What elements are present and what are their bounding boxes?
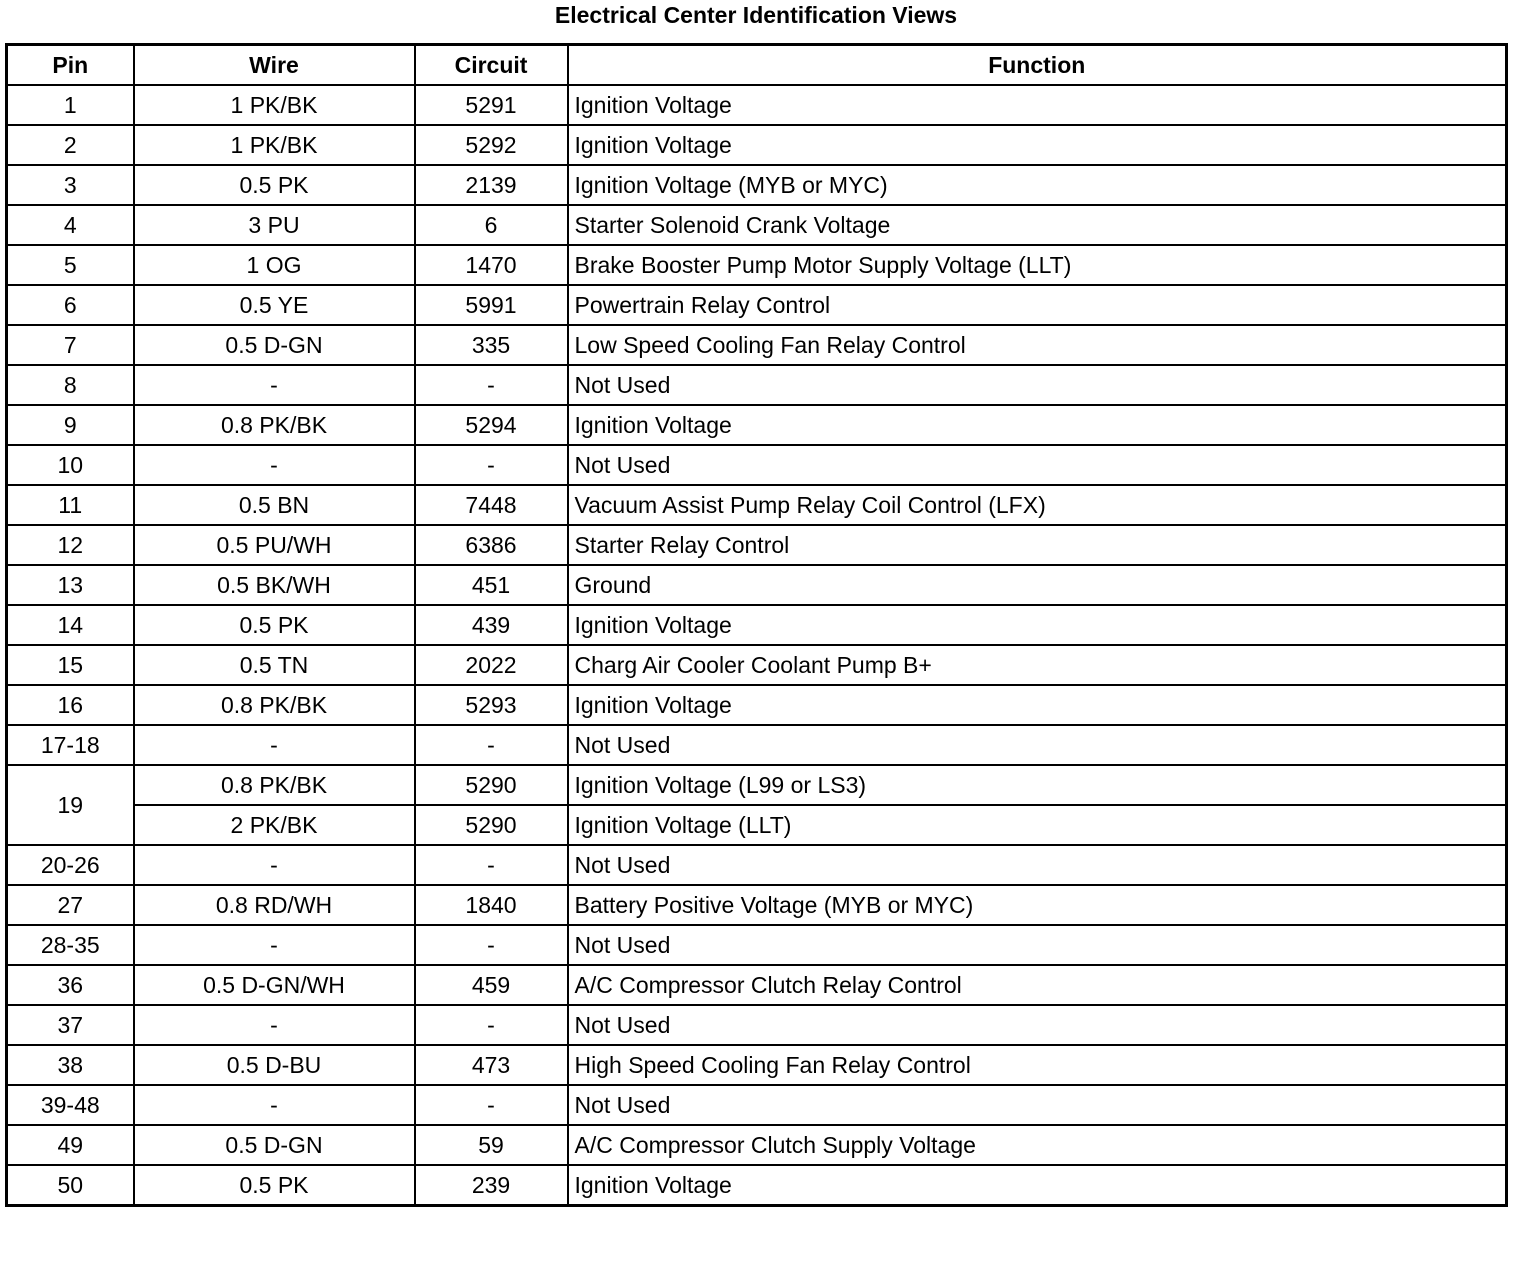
pin-cell: 37 — [7, 1005, 134, 1045]
header-function: Function — [568, 45, 1507, 86]
circuit-cell: - — [415, 1085, 568, 1125]
wire-cell: 0.5 D-GN — [134, 1125, 415, 1165]
pin-cell: 27 — [7, 885, 134, 925]
wire-cell: 0.5 D-BU — [134, 1045, 415, 1085]
table-row — [7, 245, 1507, 285]
circuit-cell: 2022 — [415, 645, 568, 685]
table-row — [7, 805, 1507, 845]
table-row — [7, 525, 1507, 565]
circuit-cell: 5291 — [415, 85, 568, 125]
header-row — [7, 45, 1507, 86]
header-circuit: Circuit — [415, 45, 568, 86]
pin-cell: 38 — [7, 1045, 134, 1085]
wire-cell: 3 PU — [134, 205, 415, 245]
circuit-cell: 5991 — [415, 285, 568, 325]
function-cell: Ground — [568, 565, 1507, 605]
wire-cell: - — [134, 925, 415, 965]
circuit-cell: 5293 — [415, 685, 568, 725]
function-cell: Brake Booster Pump Motor Supply Voltage (LLT) — [568, 245, 1507, 285]
function-cell: Ignition Voltage (LLT) — [568, 805, 1507, 845]
circuit-cell: 59 — [415, 1125, 568, 1165]
circuit-cell: - — [415, 1005, 568, 1045]
table-row — [7, 165, 1507, 205]
wire-cell: 0.5 PU/WH — [134, 525, 415, 565]
table-row — [7, 365, 1507, 405]
wire-cell: - — [134, 1085, 415, 1125]
table-row — [7, 645, 1507, 685]
function-cell: Ignition Voltage (MYB or MYC) — [568, 165, 1507, 205]
circuit-cell: 2139 — [415, 165, 568, 205]
pin-cell: 19 — [7, 765, 134, 845]
function-cell: High Speed Cooling Fan Relay Control — [568, 1045, 1507, 1085]
pin-cell: 12 — [7, 525, 134, 565]
function-cell: Not Used — [568, 845, 1507, 885]
table-row — [7, 325, 1507, 365]
page-title: Electrical Center Identification Views — [554, 2, 958, 28]
table-row — [7, 405, 1507, 445]
circuit-cell: 239 — [415, 1165, 568, 1206]
header-wire: Wire — [134, 45, 415, 86]
wire-cell: - — [134, 1005, 415, 1045]
function-cell: Ignition Voltage — [568, 605, 1507, 645]
circuit-cell: 439 — [415, 605, 568, 645]
wire-cell: 0.5 D-GN — [134, 325, 415, 365]
header-pin: Pin — [7, 45, 134, 86]
pin-cell: 9 — [7, 405, 134, 445]
circuit-cell: - — [415, 725, 568, 765]
table-row — [7, 1005, 1507, 1045]
function-cell: Not Used — [568, 1005, 1507, 1045]
pin-cell: 49 — [7, 1125, 134, 1165]
wire-cell: 0.5 PK — [134, 1165, 415, 1206]
wire-cell: - — [134, 725, 415, 765]
function-cell: Not Used — [568, 725, 1507, 765]
wire-cell: - — [134, 365, 415, 405]
wire-cell: 1 OG — [134, 245, 415, 285]
function-cell: Ignition Voltage — [568, 405, 1507, 445]
table-row — [7, 605, 1507, 645]
function-cell: A/C Compressor Clutch Supply Voltage — [568, 1125, 1507, 1165]
table-row — [7, 285, 1507, 325]
wire-cell: 0.5 D-GN/WH — [134, 965, 415, 1005]
table-row — [7, 85, 1507, 125]
function-cell: Vacuum Assist Pump Relay Coil Control (LFX) — [568, 485, 1507, 525]
circuit-cell: 473 — [415, 1045, 568, 1085]
function-cell: Starter Solenoid Crank Voltage — [568, 205, 1507, 245]
pin-cell: 14 — [7, 605, 134, 645]
circuit-cell: 5294 — [415, 405, 568, 445]
table-row — [7, 1125, 1507, 1165]
pin-cell: 1 — [7, 85, 134, 125]
wire-cell: 0.5 TN — [134, 645, 415, 685]
pin-cell: 15 — [7, 645, 134, 685]
wire-cell: 0.8 RD/WH — [134, 885, 415, 925]
pin-cell: 10 — [7, 445, 134, 485]
circuit-cell: 5292 — [415, 125, 568, 165]
table-row — [7, 965, 1507, 1005]
circuit-cell: 451 — [415, 565, 568, 605]
wire-cell: 0.5 PK — [134, 605, 415, 645]
table-row — [7, 445, 1507, 485]
wire-cell: - — [134, 845, 415, 885]
table-row — [7, 565, 1507, 605]
wire-cell: 1 PK/BK — [134, 85, 415, 125]
wire-cell: 0.8 PK/BK — [134, 765, 415, 805]
circuit-cell: - — [415, 445, 568, 485]
pin-cell: 17-18 — [7, 725, 134, 765]
circuit-cell: 335 — [415, 325, 568, 365]
table-row — [7, 685, 1507, 725]
table-row — [7, 1045, 1507, 1085]
function-cell: Powertrain Relay Control — [568, 285, 1507, 325]
circuit-cell: 5290 — [415, 805, 568, 845]
pin-cell: 16 — [7, 685, 134, 725]
function-cell: Not Used — [568, 445, 1507, 485]
pin-cell: 3 — [7, 165, 134, 205]
circuit-cell: 6386 — [415, 525, 568, 565]
pin-cell: 39-48 — [7, 1085, 134, 1125]
wire-cell: 0.5 PK — [134, 165, 415, 205]
function-cell: Starter Relay Control — [568, 525, 1507, 565]
wire-cell: 0.8 PK/BK — [134, 685, 415, 725]
function-cell: Charg Air Cooler Coolant Pump B+ — [568, 645, 1507, 685]
table-row — [7, 845, 1507, 885]
pin-cell: 36 — [7, 965, 134, 1005]
function-cell: Not Used — [568, 1085, 1507, 1125]
pin-cell: 8 — [7, 365, 134, 405]
function-cell: Not Used — [568, 925, 1507, 965]
function-cell: Ignition Voltage — [568, 85, 1507, 125]
pin-cell: 28-35 — [7, 925, 134, 965]
circuit-cell: 6 — [415, 205, 568, 245]
pin-cell: 2 — [7, 125, 134, 165]
circuit-cell: 459 — [415, 965, 568, 1005]
circuit-cell: - — [415, 365, 568, 405]
pin-cell: 7 — [7, 325, 134, 365]
wire-cell: 0.5 YE — [134, 285, 415, 325]
circuit-cell: - — [415, 925, 568, 965]
wire-cell: - — [134, 445, 415, 485]
circuit-cell: 7448 — [415, 485, 568, 525]
pin-table-body — [7, 85, 1507, 1206]
circuit-cell: 1470 — [415, 245, 568, 285]
table-row — [7, 125, 1507, 165]
function-cell: Not Used — [568, 365, 1507, 405]
function-cell: Ignition Voltage — [568, 1165, 1507, 1206]
wire-cell: 0.8 PK/BK — [134, 405, 415, 445]
circuit-cell: 1840 — [415, 885, 568, 925]
wire-cell: 0.5 BN — [134, 485, 415, 525]
table-row — [7, 1085, 1507, 1125]
table-row — [7, 925, 1507, 965]
function-cell: Ignition Voltage (L99 or LS3) — [568, 765, 1507, 805]
wire-cell: 0.5 BK/WH — [134, 565, 415, 605]
pin-cell: 6 — [7, 285, 134, 325]
circuit-cell: - — [415, 845, 568, 885]
function-cell: Ignition Voltage — [568, 685, 1507, 725]
function-cell: A/C Compressor Clutch Relay Control — [568, 965, 1507, 1005]
circuit-cell: 5290 — [415, 765, 568, 805]
table-row — [7, 725, 1507, 765]
table-row — [7, 765, 1507, 805]
table-row — [7, 485, 1507, 525]
pin-cell: 50 — [7, 1165, 134, 1206]
pin-cell: 11 — [7, 485, 134, 525]
table-row — [7, 885, 1507, 925]
pin-cell: 4 — [7, 205, 134, 245]
function-cell: Battery Positive Voltage (MYB or MYC) — [568, 885, 1507, 925]
wire-cell: 1 PK/BK — [134, 125, 415, 165]
pin-table — [5, 43, 1508, 1207]
function-cell: Ignition Voltage — [568, 125, 1507, 165]
wire-cell: 2 PK/BK — [134, 805, 415, 845]
pin-cell: 20-26 — [7, 845, 134, 885]
table-row — [7, 205, 1507, 245]
function-cell: Low Speed Cooling Fan Relay Control — [568, 325, 1507, 365]
pin-cell: 13 — [7, 565, 134, 605]
table-row — [7, 1165, 1507, 1206]
pin-cell: 5 — [7, 245, 134, 285]
